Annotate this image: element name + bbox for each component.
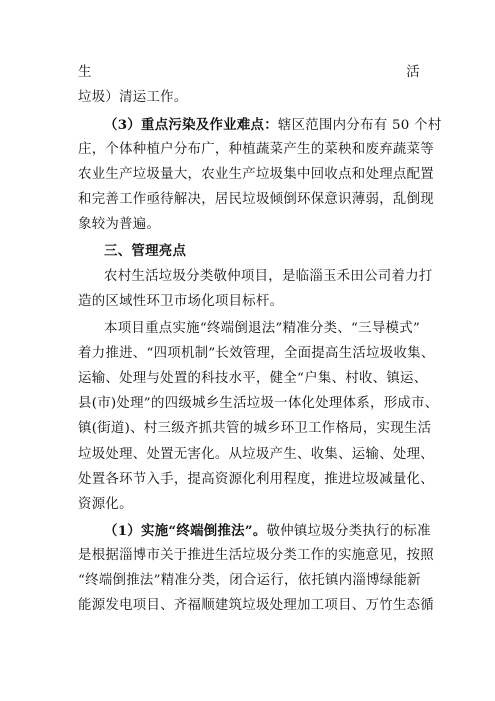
text-line: “终端倒推法”精准分类，闭合运行，依托镇内淄博绿能新 [78, 573, 421, 588]
text-fragment: 生 [78, 65, 92, 80]
text-line: 本项目重点实施“终端倒退法”精准分类、“三导模式” [104, 321, 421, 336]
text-line: 垃圾处理、处置无害化。从垃圾产生、收集、运输、处理、 [78, 447, 434, 462]
text-line: 象较为普遍。 [78, 217, 161, 232]
text-line: 造的区域性环卫市场化项目标杆。 [78, 294, 284, 309]
text-line: 处置各环节入手，提高资源化利用程度，推进垃圾减量化、 [78, 472, 434, 487]
text-line: 是根据淄博市关于推进生活垃圾分类工作的实施意见，按照 [78, 548, 434, 563]
text-fragment: 辖区范围内分布有 50 个村 [277, 118, 442, 133]
text-line: 庄，个体种植户分布广，种植蔬菜产生的菜秧和废弃蔬菜等 [78, 142, 434, 157]
text-line: 农业生产垃圾量大，农业生产垃圾集中回收点和处理点配置 [78, 167, 434, 182]
text-fragment: 敬仲镇垃圾分类执行的标准 [266, 524, 431, 539]
text-line: 着力推进、“四项机制”长效管理，全面提高生活垃圾收集、 [78, 346, 435, 361]
text-line: 和完善工作亟待解决，居民垃圾倾倒环保意识薄弱，乱倒现 [78, 192, 434, 207]
paragraph-label: （1）实施“终端倒推法”。 [104, 523, 267, 539]
text-line: 镇(街道)、村三级齐抓共管的城乡环卫工作格局，实现生活 [78, 421, 432, 436]
text-line: 县(市)处理”的四级城乡生活垃圾一体化处理体系，形成市、 [78, 396, 439, 411]
section-heading: 三、管理亮点 [104, 243, 187, 259]
text-line: 垃圾）清运工作。 [78, 90, 188, 105]
text-line: 资源化。 [78, 497, 133, 512]
paragraph-first-line [104, 522, 431, 541]
paragraph-first-line [104, 116, 442, 135]
text-line: 能源发电项目、齐福顺建筑垃圾处理加工项目、万竹生态循 [78, 598, 434, 613]
text-line [78, 64, 420, 82]
text-line: 运输、处理与处置的科技水平，健全“户集、村收、镇运、 [78, 371, 428, 386]
text-fragment: 活 [406, 65, 420, 80]
text-line: 农村生活垃圾分类敬仲项目，是临淄玉禾田公司着力打 [104, 269, 433, 284]
paragraph-label: （3）重点污染及作业难点： [104, 117, 278, 133]
